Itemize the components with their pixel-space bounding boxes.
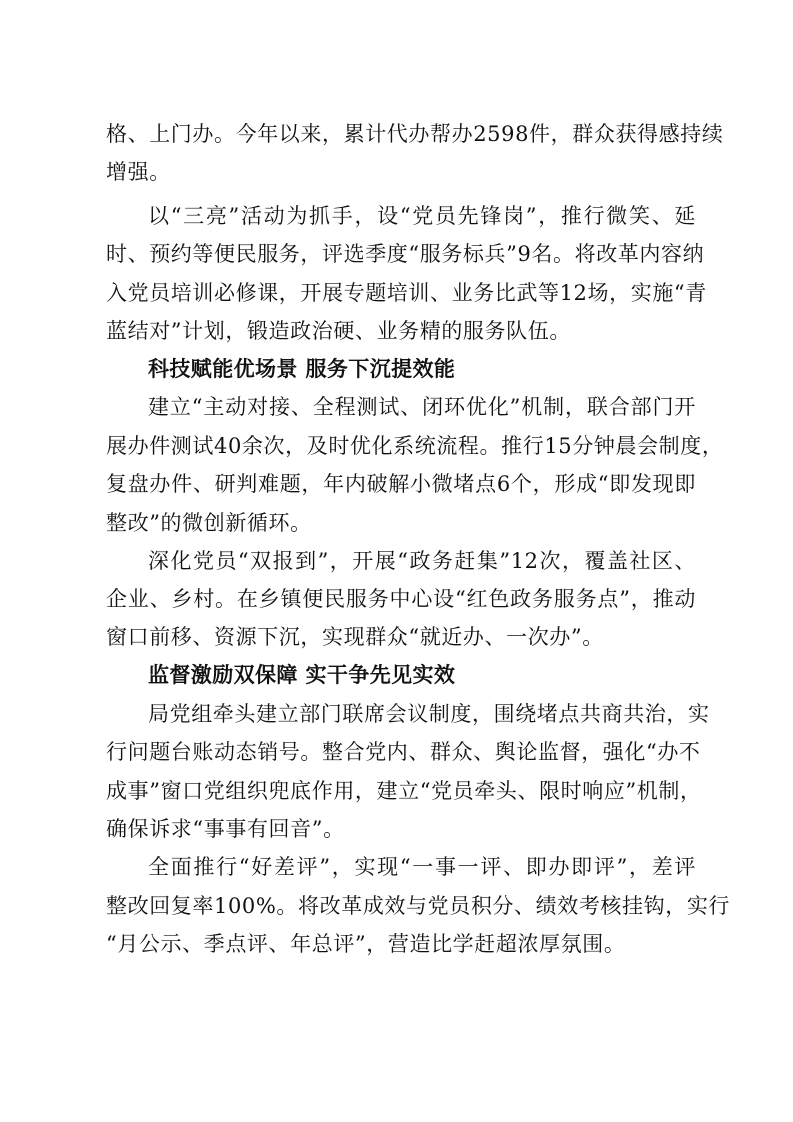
text-line: 入党员培训必修课，开展专题培训、业务比武等12场，实施“青 [106, 281, 707, 305]
text-line: 格、上门办。今年以来，累计代办帮办2598件，群众获得感持续 [106, 122, 724, 146]
text-line: 全面推行“好差评”，实现“一事一评、即办即评”，差评 [148, 855, 696, 879]
text-line: 整改”的微创新循环。 [106, 511, 312, 535]
text-line: 整改回复率100%。将改革成效与党员积分、绩效考核挂钩，实行 [106, 894, 731, 918]
text-line: 蓝结对”计划，锻造政治硬、业务精的服务队伍。 [106, 319, 571, 343]
section-heading: 科技赋能优场景 服务下沉提效能 [148, 357, 456, 381]
text-line: 企业、乡村。在乡镇便民服务中心设“红色政务服务点”，推动 [106, 587, 696, 611]
text-line: “月公示、季点评、年总评”，营造比学赶超浓厚氛围。 [106, 932, 626, 956]
text-line: 行问题台账动态销号。整合党内、群众、舆论监督，强化“办不 [106, 740, 701, 764]
text-line: 局党组牵头建立部门联席会议制度，围绕堵点共商共治，实 [148, 702, 710, 726]
text-line: 确保诉求“事事有回音”。 [106, 817, 345, 841]
text-line: 成事”窗口党组织兜底作用，建立“党员牵头、限时响应”机制， [106, 779, 702, 803]
text-line: 增强。 [106, 160, 171, 184]
text-line: 窗口前移、资源下沉，实现群众“就近办、一次办”。 [106, 625, 604, 649]
text-line: 深化党员“双报到”，开展“政务赶集”12次，覆盖社区、 [148, 549, 696, 573]
text-line: 复盘办件、研判难题，年内破解小微堵点6个，形成“即发现即 [106, 472, 696, 496]
text-line: 以“三亮”活动为抓手，设“党员先锋岗”，推行微笑、延 [148, 204, 696, 228]
text-line: 时、预约等便民服务，评选季度“服务标兵”9名。将改革内容纳 [106, 242, 705, 266]
text-line: 建立“主动对接、全程测试、闭环优化”机制，联合部门开 [148, 395, 696, 419]
section-heading: 监督激励双保障 实干争先见实效 [148, 663, 456, 687]
text-line: 展办件测试40余次，及时优化系统流程。推行15分钟晨会制度， [106, 434, 724, 458]
